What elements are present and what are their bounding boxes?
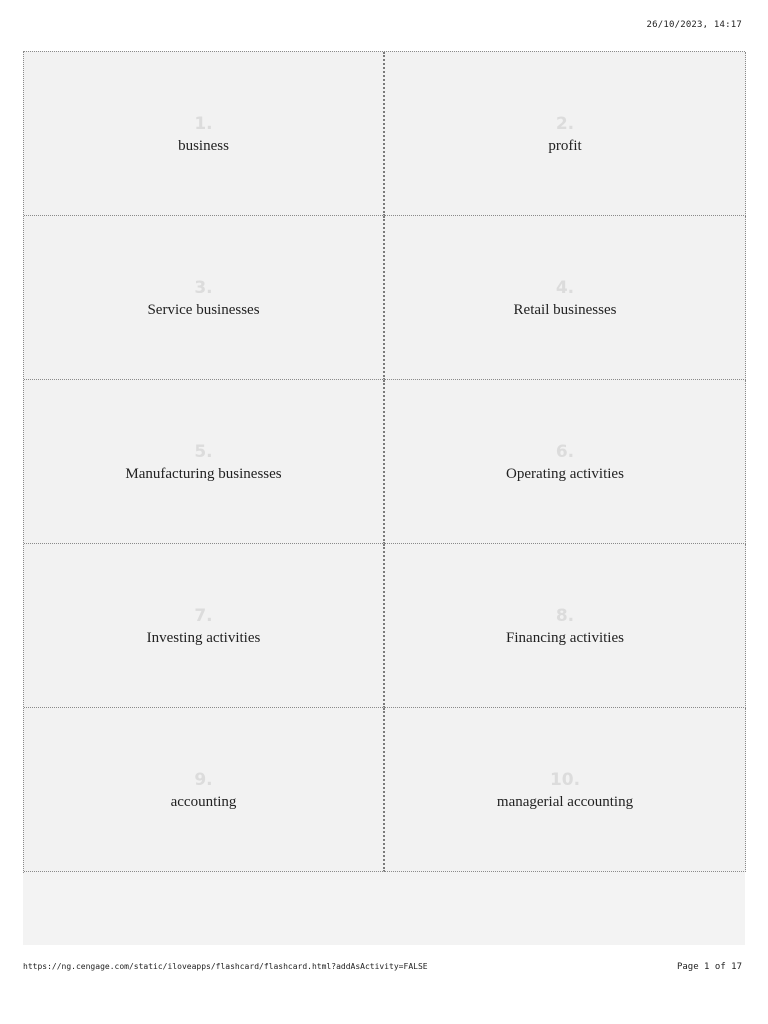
card-term: Retail businesses [513,302,617,318]
flashcard-8[interactable] [385,544,746,708]
flashcard-6[interactable] [385,380,746,544]
flashcard-4[interactable] [385,216,746,380]
flashcard-7[interactable] [24,544,385,708]
flashcard-9[interactable] [24,708,385,872]
card-number: 7. [194,606,213,626]
card-number: 8. [555,606,575,626]
flashcard-grid [23,51,745,873]
card-number: 9. [194,770,213,790]
card-number: 6. [555,442,575,462]
card-number: 1. [194,114,213,134]
card-number: 2. [555,114,575,134]
flashcard-5[interactable] [24,380,385,544]
card-term: Operating activities [506,466,624,482]
card-term: profit [548,138,582,154]
card-number: 5. [194,442,213,462]
card-number: 10. [549,770,581,790]
print-timestamp: 26/10/2023, 14:17 [646,20,742,30]
card-term: Service businesses [147,302,260,318]
flashcard-10[interactable] [385,708,746,872]
flashcard-1[interactable] [24,52,385,216]
flashcard-sheet [23,51,745,945]
card-term: accounting [170,794,237,810]
flashcard-2[interactable] [385,52,746,216]
flashcard-3[interactable] [24,216,385,380]
print-footer-url: https://ng.cengage.com/static/iloveapps/flashcard/flashcard.html?addAsActivity=FALSE [23,962,428,971]
card-term: business [178,138,229,154]
card-number: 4. [555,278,575,298]
card-term: Investing activities [146,630,261,646]
card-term: Manufacturing businesses [125,466,282,482]
card-term: managerial accounting [496,794,634,810]
card-term: Financing activities [506,630,624,646]
card-number: 3. [194,278,213,298]
print-page-number: Page 1 of 17 [676,962,742,972]
